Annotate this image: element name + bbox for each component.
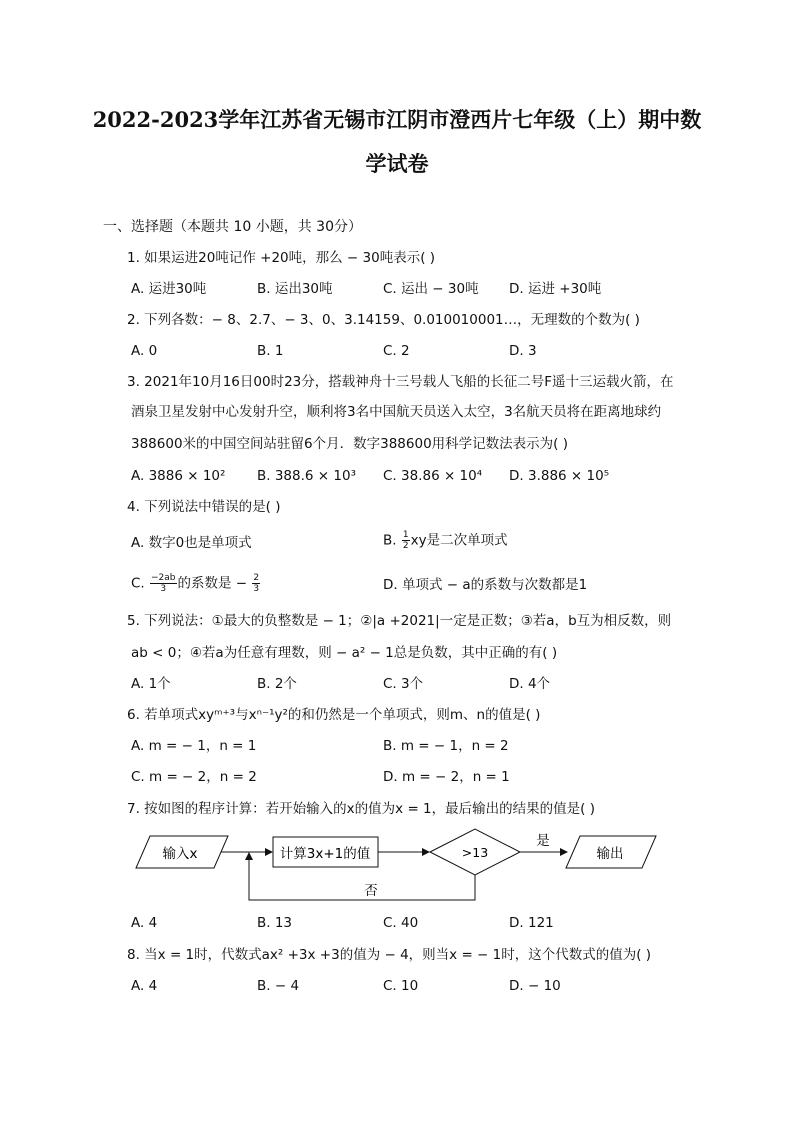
q7-option-a: A. 4 [131,915,158,931]
title-line-1: 2022-2023学年江苏省无锡市江阴市澄西片七年级（上）期中数 [92,107,702,132]
question-5-line-1: 5. 下列说法：①最大的负整数是 − 1；②|a +2021|一定是正数；③若a，b互为相反数，则 [127,613,672,629]
question-5-line-2: ab < 0；④若a为任意有理数，则 − a² − 1总是负数，其中正确的有( ) [131,645,558,661]
flow-no-label: 否 [364,883,378,899]
q6-option-a: A. m = − 1，n = 1 [131,738,257,754]
flow-input-label: 输入x [162,846,198,862]
fraction-numerator: 2 [253,573,260,583]
flow-yes-label: 是 [536,833,550,849]
question-8-text: 8. 当x = 1时，代数式ax² +3x +3的值为 − 4，则当x = − 1时，这个代数式的值为( ) [127,947,652,963]
flow-process-label: 计算3x+1的值 [279,846,371,862]
q5-option-d: D. 4个 [509,676,551,692]
q7-option-b: B. 13 [257,915,293,931]
flow-decision-label: >13 [461,845,489,860]
q1-option-b: B. 运出30吨 [257,281,333,297]
q8-option-b: B. − 4 [257,978,300,994]
q1-option-d: D. 运进 +30吨 [509,281,602,297]
q4-option-b-rest: xy是二次单项式 [410,532,508,549]
q5-option-b: B. 2个 [257,676,297,692]
q3-option-c: C. 38.86 × 10⁴ [383,468,483,484]
question-1-text: 1. 如果运进20吨记作 +20吨，那么 − 30吨表示( ) [127,250,436,266]
q3-option-d: D. 3.886 × 10⁵ [509,468,610,484]
q8-option-c: C. 10 [383,978,419,994]
question-3-line-2: 酒泉卫星发射中心发射升空，顺利将3名中国航天员送入太空，3名航天员将在距离地球约 [131,404,662,420]
q2-option-c: C. 2 [383,343,410,359]
q5-option-c: C. 3个 [383,676,424,692]
q8-option-d: D. − 10 [509,978,561,994]
q3-option-b: B. 388.6 × 10³ [257,468,356,484]
question-6-text: 6. 若单项式xyᵐ⁺³与xⁿ⁻¹y²的和仍然是一个单项式，则m、n的值是( ) [127,707,541,723]
question-3-line-1: 3. 2021年10月16日00时23分，搭载神舟十三号载人飞船的长征二号F遥十三运载火箭，在 [127,374,674,390]
q2-option-a: A. 0 [131,343,158,359]
question-2-text: 2. 下列各数：− 8、2.7、− 3、0、3.14159、0.010010001…，无理数的个数为( ) [127,312,640,328]
q2-option-b: B. 1 [257,343,284,359]
q6-option-c: C. m = − 2，n = 2 [131,769,257,785]
fraction-numerator: −2ab [151,573,176,583]
q2-option-d: D. 3 [509,343,537,359]
q8-option-a: A. 4 [131,978,158,994]
q4-option-b-label: B. [383,532,397,549]
section-heading: 一、选择题（本题共 10 小题，共 30分） [103,219,362,235]
title-line-2: 学试卷 [365,151,429,176]
q4-option-c-label: C. [131,575,145,592]
q7-option-d: D. 121 [509,915,554,931]
q7-option-c: C. 40 [383,915,419,931]
q4-option-a: A. 数字0也是单项式 [131,535,252,551]
fraction-denominator: 2 [402,541,409,551]
q1-option-a: A. 运进30吨 [131,281,207,297]
q6-option-b: B. m = − 1，n = 2 [383,738,509,754]
fraction-denominator: 3 [160,584,167,594]
q5-option-a: A. 1个 [131,676,171,692]
fraction-denominator: 3 [253,584,260,594]
q3-option-a: A. 3886 × 10² [131,468,226,484]
q4-option-c-mid: 的系数是 − [177,575,248,592]
question-3-line-3: 388600米的中国空间站驻留6个月．数字388600用科学记数法表示为( ) [131,436,568,452]
question-4-text: 4. 下列说法中错误的是( ) [127,499,281,515]
question-7-text: 7. 按如图的程序计算：若开始输入的x的值为x = 1，最后输出的结果的值是( ) [127,801,595,817]
fraction-numerator: 1 [402,530,409,540]
q6-option-d: D. m = − 2，n = 1 [383,769,510,785]
q4-option-d: D. 单项式 − a的系数与次数都是1 [383,577,588,593]
q1-option-c: C. 运出 − 30吨 [383,281,479,297]
flow-output-label: 输出 [596,846,624,862]
